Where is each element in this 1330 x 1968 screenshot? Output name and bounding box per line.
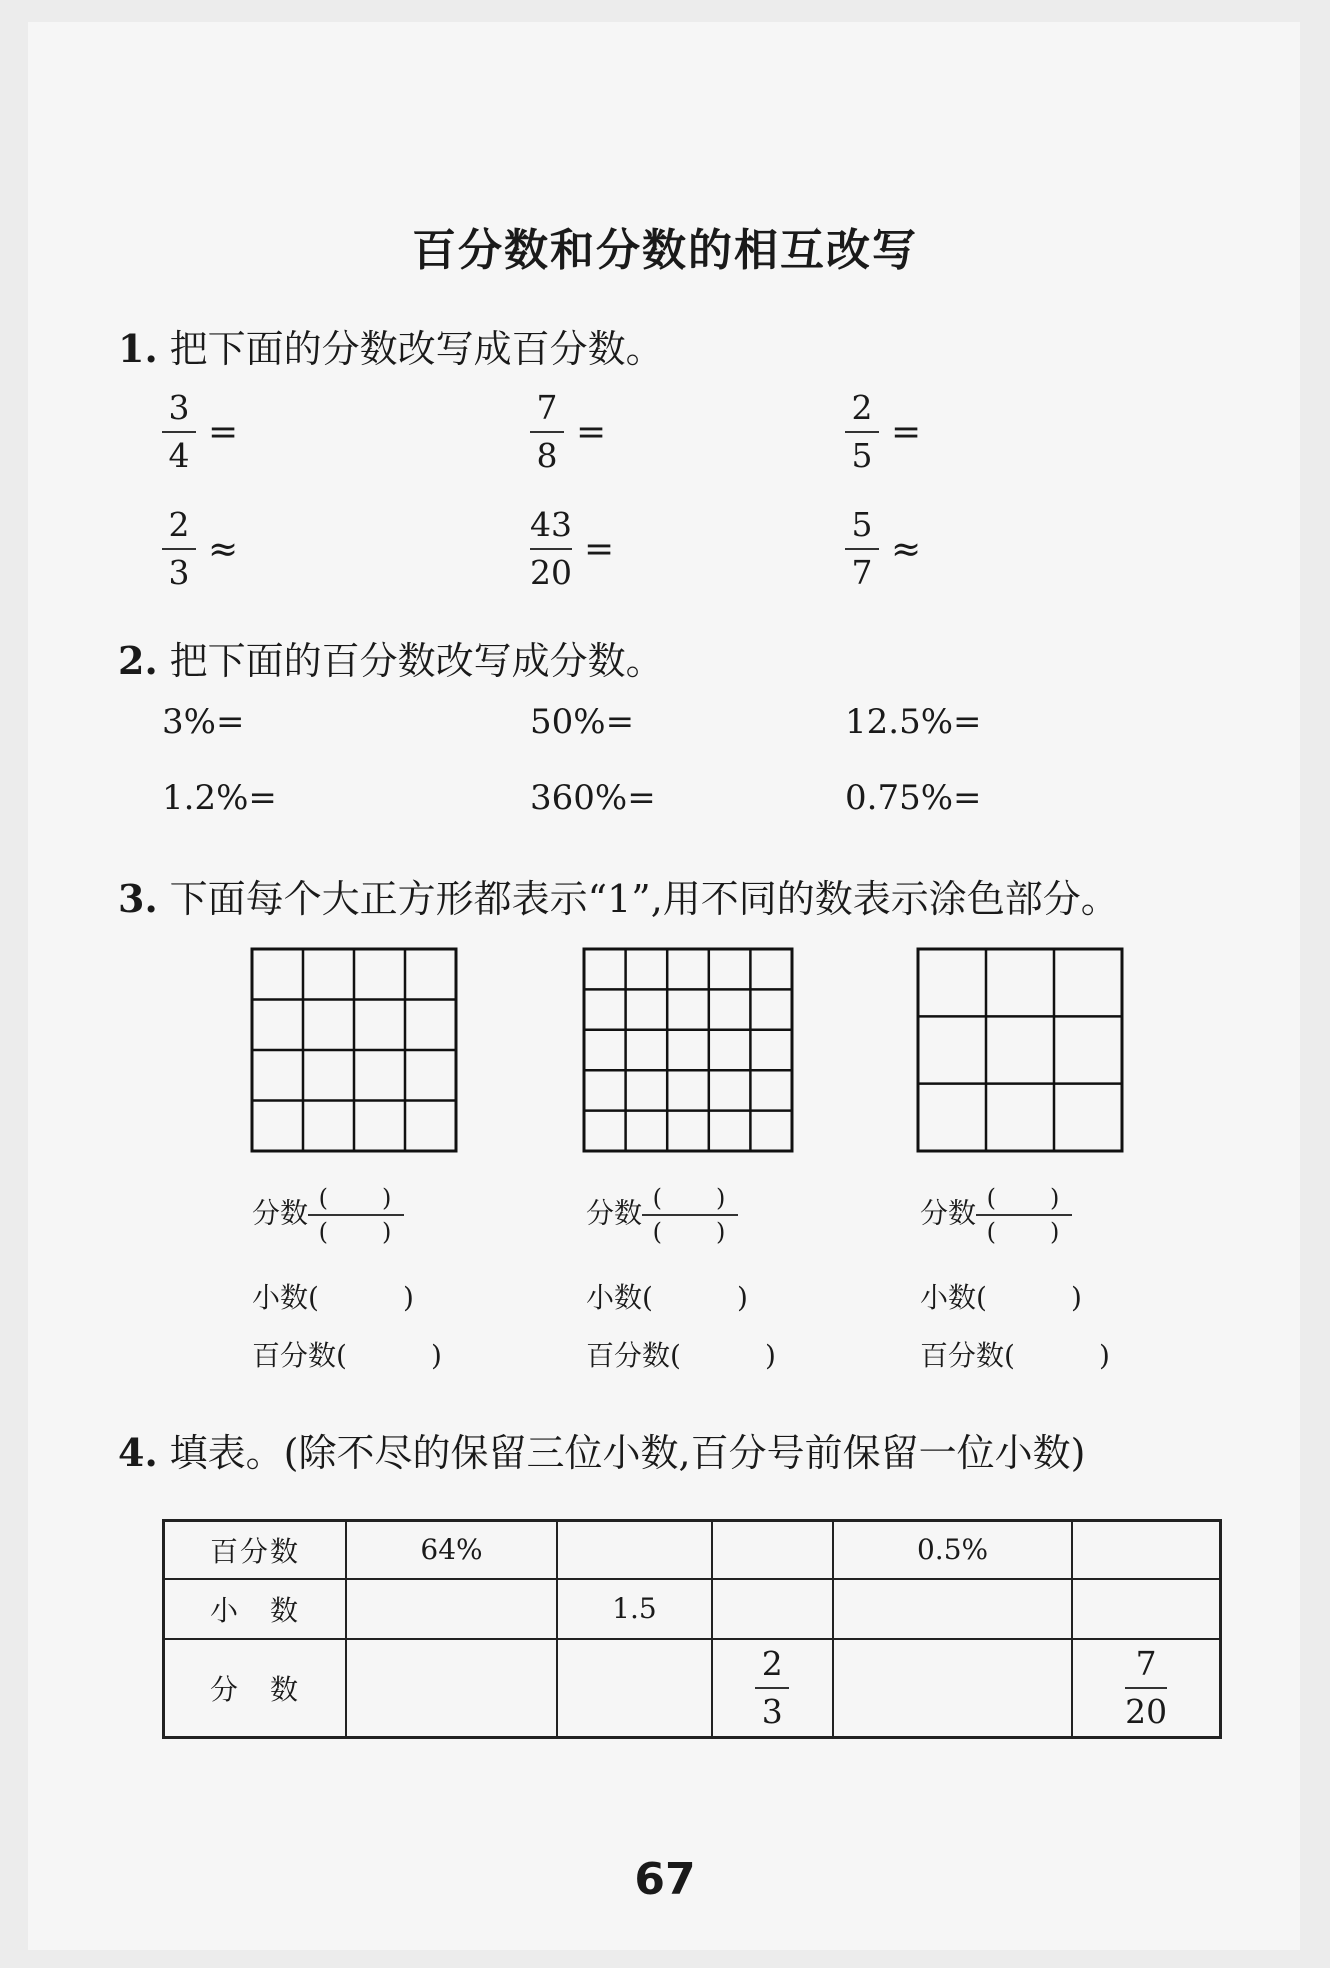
question-2-number: 2. <box>118 638 158 683</box>
question-1-text: 把下面的分数改写成百分数。 <box>169 327 664 371</box>
denominator: 20 <box>530 553 572 592</box>
table-cell[interactable]: 64% <box>346 1521 557 1579</box>
grid-outline <box>584 949 792 1151</box>
page-number: 67 <box>634 1854 696 1905</box>
table-cell[interactable] <box>346 1579 557 1639</box>
decimal-label: 小数 <box>920 1281 977 1314</box>
grid-3-answers <box>920 1182 1110 1374</box>
denominator: 8 <box>536 436 558 475</box>
table-cell[interactable] <box>833 1639 1072 1738</box>
decimal-blank[interactable]: ( ) <box>642 1281 748 1314</box>
equals-sign: = <box>891 411 922 453</box>
question-4-number: 4. <box>118 1430 158 1475</box>
q2-item-3: 12.5%= <box>845 702 982 742</box>
fraction <box>1125 1641 1167 1735</box>
denominator: 7 <box>851 553 873 592</box>
numerator: 3 <box>168 388 190 427</box>
q1-item-5 <box>530 502 614 596</box>
row-header-fraction: 分 数 <box>164 1639 347 1738</box>
question-1-heading <box>118 318 664 373</box>
denominator: 4 <box>168 436 190 475</box>
grid-5x5-square <box>582 947 794 1153</box>
table-cell[interactable] <box>712 1579 833 1639</box>
question-4-text: 填表。(除不尽的保留三位小数,百分号前保留一位小数) <box>169 1431 1086 1475</box>
table-cell[interactable] <box>557 1639 712 1738</box>
question-2-text: 把下面的百分数改写成分数。 <box>169 639 664 683</box>
fraction <box>845 502 879 596</box>
fill-in-table <box>162 1519 1222 1739</box>
fraction-blank[interactable]: ( ) ( ) <box>642 1182 738 1248</box>
denominator: 3 <box>761 1691 783 1731</box>
decimal-blank[interactable]: ( ) <box>308 1281 414 1314</box>
question-3-number: 3. <box>118 876 158 921</box>
percent-label: 百分数 <box>920 1339 1005 1372</box>
numerator: 2 <box>851 388 873 427</box>
fraction-label: 分数 <box>252 1196 309 1230</box>
percent-blank[interactable]: ( ) <box>336 1339 442 1372</box>
fraction <box>162 385 196 479</box>
question-4-heading <box>118 1422 1085 1477</box>
percent-label: 百分数 <box>252 1339 337 1372</box>
equals-sign: = <box>576 411 607 453</box>
fraction <box>530 502 572 596</box>
table-row-fraction <box>164 1639 1221 1738</box>
q2-item-6: 0.75%= <box>845 778 982 818</box>
decimal-blank[interactable]: ( ) <box>976 1281 1082 1314</box>
q2-item-1: 3%= <box>162 702 245 742</box>
q1-item-4 <box>162 502 238 596</box>
table-cell[interactable] <box>1072 1639 1220 1738</box>
page-title: 百分数和分数的相互改写 <box>412 225 918 276</box>
fraction-blank[interactable]: ( ) ( ) <box>308 1182 404 1248</box>
fraction <box>162 502 196 596</box>
table-cell[interactable] <box>833 1579 1072 1639</box>
fraction-label: 分数 <box>920 1196 977 1230</box>
numerator: 2 <box>761 1643 783 1683</box>
numerator: 7 <box>536 388 558 427</box>
q1-item-6 <box>845 502 921 596</box>
fraction-blank[interactable]: ( ) ( ) <box>976 1182 1072 1248</box>
table-cell[interactable] <box>557 1521 712 1579</box>
question-1-number: 1. <box>118 326 158 371</box>
denominator: 20 <box>1125 1691 1168 1731</box>
q1-item-3 <box>845 385 921 479</box>
table-cell[interactable] <box>1072 1579 1220 1639</box>
numerator: 43 <box>530 505 572 544</box>
numerator: 5 <box>851 505 873 544</box>
equals-sign: = <box>584 528 615 570</box>
decimal-label: 小数 <box>586 1281 643 1314</box>
fraction-label: 分数 <box>586 1196 643 1230</box>
fraction <box>530 385 564 479</box>
row-header-percent: 百分数 <box>164 1521 347 1579</box>
fraction <box>845 385 879 479</box>
percent-label: 百分数 <box>586 1339 671 1372</box>
approx-sign: ≈ <box>208 528 239 570</box>
decimal-label: 小数 <box>252 1281 309 1314</box>
denominator: 3 <box>168 553 190 592</box>
numerator: 7 <box>1135 1643 1157 1683</box>
equals-sign: = <box>208 411 239 453</box>
row-header-decimal: 小 数 <box>164 1579 347 1639</box>
q2-item-4: 1.2%= <box>162 778 277 818</box>
question-3-heading <box>118 868 1119 923</box>
grid-outline <box>918 949 1122 1151</box>
table-cell[interactable]: 0.5% <box>833 1521 1072 1579</box>
grid-4x4-square <box>250 947 458 1153</box>
table-row-percent <box>164 1521 1221 1579</box>
q2-item-2: 50%= <box>530 702 635 742</box>
q1-item-1 <box>162 385 238 479</box>
table-cell[interactable] <box>712 1521 833 1579</box>
q1-item-2 <box>530 385 606 479</box>
grid-1-answers <box>252 1182 442 1374</box>
percent-blank[interactable]: ( ) <box>1004 1339 1110 1372</box>
denominator: 5 <box>851 436 873 475</box>
q2-item-5: 360%= <box>530 778 656 818</box>
table-row-decimal <box>164 1579 1221 1639</box>
table-cell[interactable] <box>1072 1521 1220 1579</box>
grid-3x3-square <box>916 947 1124 1153</box>
table-cell[interactable] <box>346 1639 557 1738</box>
grid-2-answers <box>586 1182 776 1374</box>
table-cell[interactable]: 1.5 <box>557 1579 712 1639</box>
numerator: 2 <box>168 505 190 544</box>
approx-sign: ≈ <box>891 528 922 570</box>
question-2-heading <box>118 630 664 685</box>
question-3-text: 下面每个大正方形都表示“1”,用不同的数表示涂色部分。 <box>169 877 1119 921</box>
percent-blank[interactable]: ( ) <box>670 1339 776 1372</box>
fraction <box>755 1641 789 1735</box>
table-cell[interactable] <box>712 1639 833 1738</box>
